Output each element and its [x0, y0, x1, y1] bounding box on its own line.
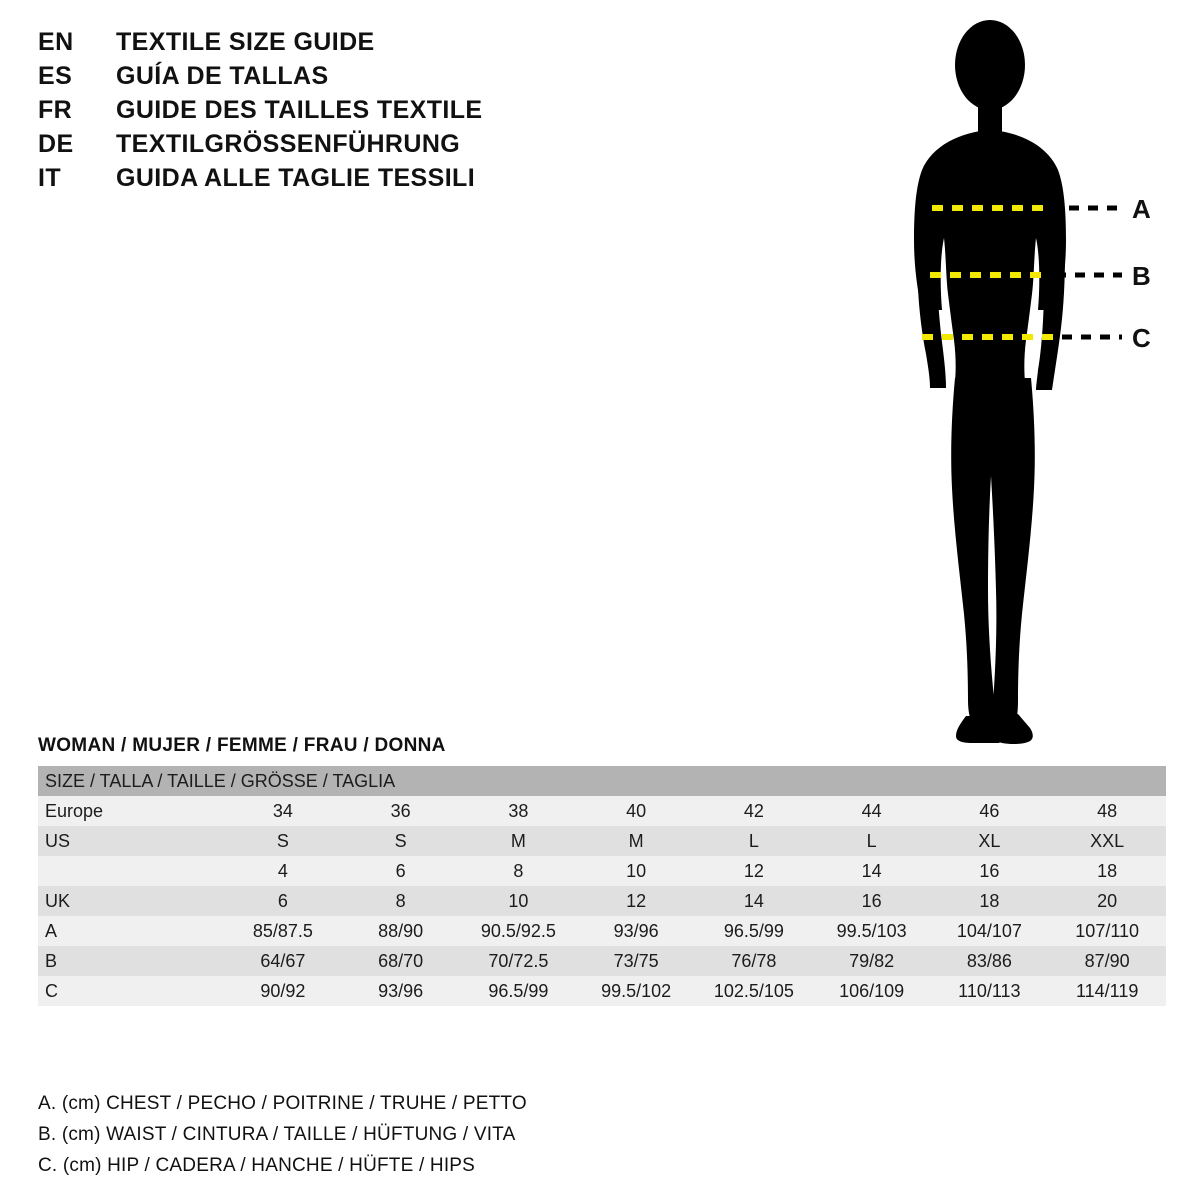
cell: 46	[931, 796, 1049, 826]
cell: 44	[813, 796, 931, 826]
title-lang-es: ES	[38, 62, 73, 90]
cell: M	[577, 826, 695, 856]
cell: 10	[577, 856, 695, 886]
cell: 14	[813, 856, 931, 886]
cell: 88/90	[342, 916, 460, 946]
legend-line-b: B. (cm) WAIST / CINTURA / TAILLE / HÜFTUNG / VITA	[38, 1124, 516, 1145]
row-label-a: A	[38, 916, 224, 946]
callout-label-a: A	[1132, 194, 1151, 224]
cell: 83/86	[931, 946, 1049, 976]
title-row	[38, 164, 658, 198]
cell: 79/82	[813, 946, 931, 976]
cell: 87/90	[1048, 946, 1166, 976]
cell: 6	[342, 856, 460, 886]
cell: L	[813, 826, 931, 856]
cell: 16	[813, 886, 931, 916]
row-label-europe: Europe	[38, 796, 224, 826]
title-row	[38, 28, 658, 62]
row-label-c: C	[38, 976, 224, 1006]
title-text-en: TEXTILE SIZE GUIDE	[116, 28, 375, 56]
cell: 99.5/103	[813, 916, 931, 946]
cell: 42	[695, 796, 813, 826]
cell: 104/107	[931, 916, 1049, 946]
cell: 40	[577, 796, 695, 826]
cell: 8	[342, 886, 460, 916]
cell: 18	[931, 886, 1049, 916]
table-row	[38, 826, 1166, 856]
size-table-block	[38, 735, 1166, 1006]
cell: 34	[224, 796, 342, 826]
section-label: WOMAN / MUJER / FEMME / FRAU / DONNA	[38, 735, 446, 756]
table-row	[38, 976, 1166, 1006]
cell: 90.5/92.5	[460, 916, 578, 946]
table-row	[38, 946, 1166, 976]
table-row	[38, 796, 1166, 826]
cell: 4	[224, 856, 342, 886]
body-measurement-figure	[860, 10, 1190, 750]
cell: 76/78	[695, 946, 813, 976]
cell: 68/70	[342, 946, 460, 976]
cell: 38	[460, 796, 578, 826]
row-label-b: B	[38, 946, 224, 976]
title-row	[38, 130, 658, 164]
cell: 48	[1048, 796, 1166, 826]
cell: 106/109	[813, 976, 931, 1006]
cell: 85/87.5	[224, 916, 342, 946]
table-row	[38, 916, 1166, 946]
row-label-uk: UK	[38, 886, 224, 916]
cell: S	[224, 826, 342, 856]
cell: 114/119	[1048, 976, 1166, 1006]
cell: 20	[1048, 886, 1166, 916]
table-row	[38, 886, 1166, 916]
callout-label-c: C	[1132, 323, 1151, 353]
title-text-es: GUÍA DE TALLAS	[116, 62, 329, 90]
legend-line-a: A. (cm) CHEST / PECHO / POITRINE / TRUHE / PETTO	[38, 1093, 527, 1114]
table-header-label: SIZE / TALLA / TAILLE / GRÖSSE / TAGLIA	[38, 766, 1166, 796]
title-text-de: TEXTILGRÖSSENFÜHRUNG	[116, 130, 461, 158]
title-lang-en: EN	[38, 28, 74, 56]
title-text-it: GUIDA ALLE TAGLIE TESSILI	[116, 164, 476, 192]
table-row	[38, 856, 1166, 886]
cell: XL	[931, 826, 1049, 856]
cell: 14	[695, 886, 813, 916]
cell: XXL	[1048, 826, 1166, 856]
row-label-us-numeric	[38, 856, 224, 886]
cell: 10	[460, 886, 578, 916]
cell: S	[342, 826, 460, 856]
cell: 96.5/99	[695, 916, 813, 946]
title-text-fr: GUIDE DES TAILLES TEXTILE	[116, 96, 483, 124]
cell: 6	[224, 886, 342, 916]
title-row	[38, 96, 658, 130]
row-label-us: US	[38, 826, 224, 856]
title-block	[38, 28, 658, 198]
cell: 18	[1048, 856, 1166, 886]
cell: 12	[577, 886, 695, 916]
cell: 16	[931, 856, 1049, 886]
cell: 90/92	[224, 976, 342, 1006]
cell: 102.5/105	[695, 976, 813, 1006]
female-body-silhouette-icon	[860, 10, 1190, 750]
title-lang-de: DE	[38, 130, 74, 158]
size-table	[38, 766, 1166, 1006]
cell: 36	[342, 796, 460, 826]
cell: M	[460, 826, 578, 856]
cell: 70/72.5	[460, 946, 578, 976]
cell: 8	[460, 856, 578, 886]
cell: 12	[695, 856, 813, 886]
legend-line-c: C. (cm) HIP / CADERA / HANCHE / HÜFTE / HIPS	[38, 1155, 476, 1176]
title-lang-it: IT	[38, 164, 62, 192]
cell: 96.5/99	[460, 976, 578, 1006]
cell: L	[695, 826, 813, 856]
cell: 99.5/102	[577, 976, 695, 1006]
cell: 93/96	[342, 976, 460, 1006]
cell: 107/110	[1048, 916, 1166, 946]
cell: 93/96	[577, 916, 695, 946]
cell: 73/75	[577, 946, 695, 976]
callout-label-b: B	[1132, 261, 1151, 291]
cell: 110/113	[931, 976, 1049, 1006]
legend-block	[38, 1088, 738, 1181]
cell: 64/67	[224, 946, 342, 976]
title-row	[38, 62, 658, 96]
title-lang-fr: FR	[38, 96, 73, 124]
table-header-row	[38, 766, 1166, 796]
